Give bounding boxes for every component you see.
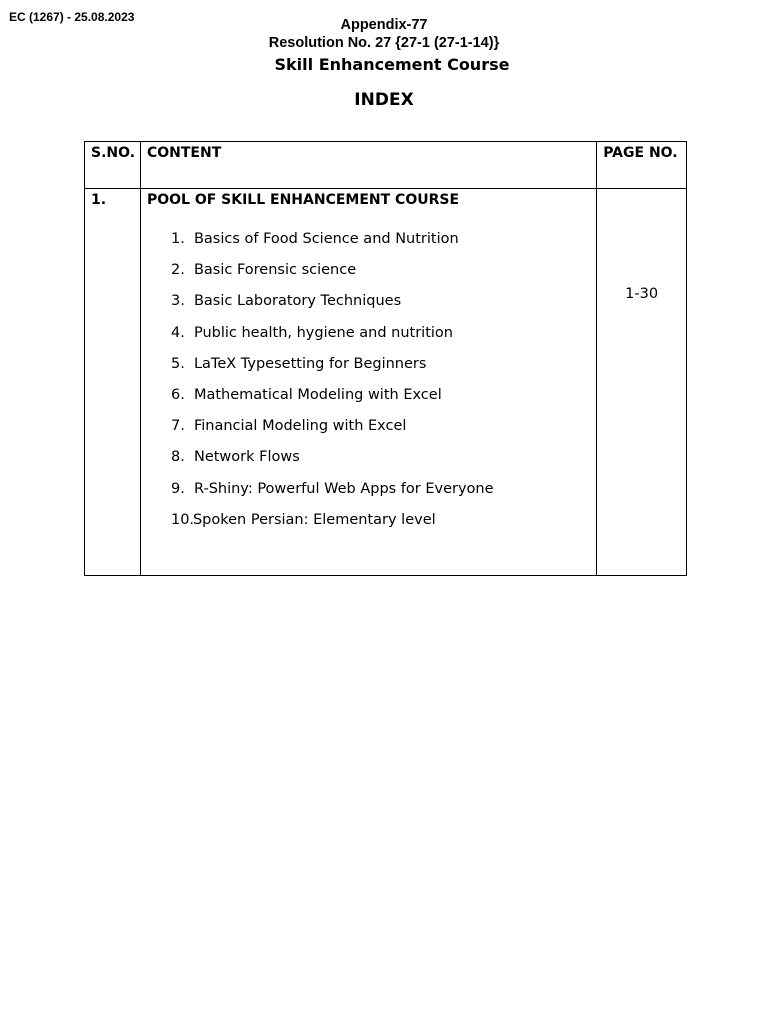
table-row [85, 189, 687, 576]
list-item [141, 480, 596, 511]
page-range: 1-30 [625, 286, 659, 302]
list-item-text: Basic Laboratory Techniques [193, 293, 402, 310]
table-header-row [85, 142, 687, 189]
list-item-number: 3. [170, 293, 185, 310]
list-item-number: 6. [170, 386, 185, 403]
row-content [140, 189, 596, 576]
header-sno [85, 142, 141, 189]
list-item-text: R-Shiny: Powerful Web Apps for Everyone [193, 480, 494, 497]
list-item-text: Mathematical Modeling with Excel [193, 386, 442, 403]
list-item [141, 448, 596, 479]
course-list [141, 230, 596, 542]
list-item-number: 8. [170, 449, 185, 466]
section-title: POOL OF SKILL ENHANCEMENT COURSE [146, 192, 460, 208]
header-sno-label: S.NO. [91, 145, 136, 161]
list-item-text: Basics of Food Science and Nutrition [193, 231, 459, 247]
row-sno: 1. [85, 189, 141, 576]
list-item-number: 10. [170, 511, 195, 528]
header-page-label: PAGE NO. [603, 145, 678, 161]
list-item [141, 386, 596, 417]
list-item [141, 417, 596, 448]
list-item-number: 7. [170, 418, 185, 435]
list-item [141, 324, 596, 355]
list-item-number: 4. [170, 324, 185, 341]
list-item-number: 9. [170, 480, 185, 497]
list-item [141, 511, 596, 542]
ec-reference: EC (1267) - 25.08.2023 [9, 10, 135, 24]
header-page [597, 142, 687, 189]
row-page [597, 189, 687, 576]
list-item-text: LaTeX Typesetting for Beginners [193, 355, 427, 372]
list-item-text: Financial Modeling with Excel [193, 418, 407, 435]
index-title: INDEX [354, 90, 414, 110]
list-item [141, 292, 596, 323]
index-table [84, 141, 687, 576]
header-content [140, 142, 596, 189]
list-item-text: Network Flows [193, 449, 300, 466]
course-title: Skill Enhancement Course [274, 55, 510, 74]
list-item-number: 1. [170, 231, 185, 247]
resolution-label: Resolution No. 27 {27-1 (27-1-14)} [268, 35, 500, 51]
list-item-text: Basic Forensic science [193, 262, 357, 279]
list-item-number: 5. [170, 355, 185, 372]
appendix-label: Appendix-77 [340, 17, 428, 33]
list-item [141, 261, 596, 292]
header-content-label: CONTENT [146, 145, 222, 161]
list-item [141, 230, 596, 261]
list-item-number: 2. [170, 262, 185, 279]
list-item-text: Public health, hygiene and nutrition [193, 324, 453, 341]
list-item-text: Spoken Persian: Elementary level [192, 511, 436, 528]
list-item [141, 355, 596, 386]
